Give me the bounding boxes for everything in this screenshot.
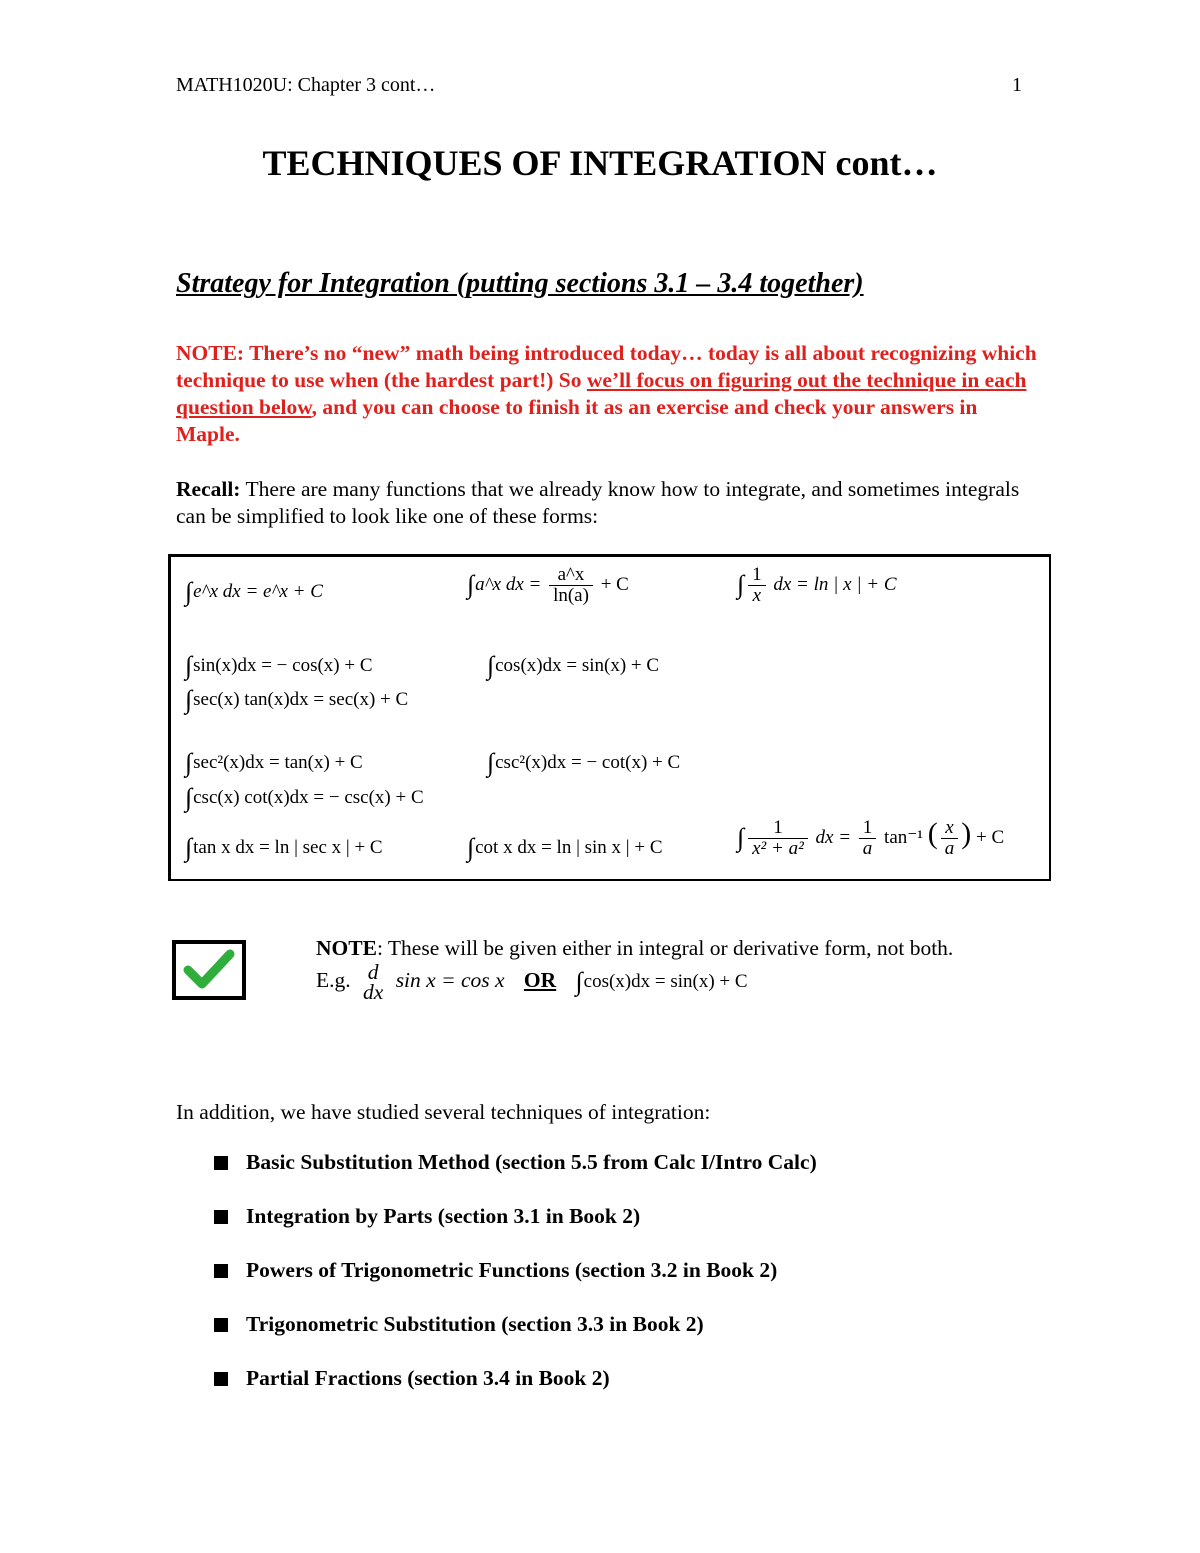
square-bullet-icon bbox=[214, 1318, 228, 1332]
eg-label: E.g. bbox=[316, 967, 351, 992]
techniques-list bbox=[214, 1150, 1064, 1420]
derivative-note bbox=[316, 936, 953, 961]
formula-cos: ∫cos(x)dx = sin(x) + C bbox=[487, 651, 660, 680]
page-number: 1 bbox=[1012, 74, 1022, 96]
recall-text: There are many functions that we already know how to integrate, and sometimes integrals can be simplified to look like one of these forms: bbox=[176, 477, 1020, 528]
formula-exp: ∫e^x dx = e^x + C bbox=[185, 577, 323, 606]
integral-example: ∫cos(x)dx = sin(x) + C bbox=[575, 966, 748, 996]
check-icon bbox=[176, 944, 242, 996]
note2-label: NOTE bbox=[316, 936, 377, 960]
square-bullet-icon bbox=[214, 1264, 228, 1278]
formula-csccot: ∫csc(x) cot(x)dx = − csc(x) + C bbox=[185, 783, 424, 812]
square-bullet-icon bbox=[214, 1210, 228, 1224]
addition-paragraph: In addition, we have studied several techniques of integration: bbox=[176, 1100, 711, 1124]
formula-sectan: ∫sec(x) tan(x)dx = sec(x) + C bbox=[185, 685, 409, 714]
list-item: Powers of Trigonometric Functions (section 3.2 in Book 2) bbox=[214, 1258, 1064, 1312]
example-line: E.g. d dx sin x = cos x OR ∫cos(x)dx = sin(x) + C bbox=[316, 960, 748, 1004]
formula-ax: ∫a^x dx = $\frac{a\^{}x}{\ln(a)}$ + C bbox=[467, 564, 629, 606]
or-label: OR bbox=[523, 967, 557, 992]
note-text-underlined: we’ll focus on figuring out the technique in each question below bbox=[176, 368, 1027, 419]
recall-label: Recall: bbox=[176, 477, 241, 501]
note-text-part1: NOTE: There’s no “new” math being introduced today… today is all about recognizing which technique to use when (the hardest part!) So bbox=[176, 341, 1037, 392]
section-subtitle: Strategy for Integration (putting sections 3.1 – 3.4 together) bbox=[176, 268, 864, 299]
formula-ln: ∫ $\frac{1}{x}$ dx = ln | x | + C bbox=[737, 564, 897, 606]
formula-cot: ∫cot x dx = ln | sin x | + C bbox=[467, 833, 663, 862]
note2-text: : These will be given either in integral or derivative form, not both. bbox=[376, 936, 954, 960]
red-note bbox=[176, 340, 1046, 448]
square-bullet-icon bbox=[214, 1372, 228, 1386]
checkmark-box bbox=[172, 940, 246, 1000]
list-item: Integration by Parts (section 3.1 in Book 2) bbox=[214, 1204, 1064, 1258]
formula-csc2: ∫csc²(x)dx = − cot(x) + C bbox=[487, 748, 681, 777]
page-title: TECHNIQUES OF INTEGRATION cont… bbox=[262, 143, 938, 183]
square-bullet-icon bbox=[214, 1156, 228, 1170]
formula-tan: ∫tan x dx = ln | sec x | + C bbox=[185, 833, 383, 862]
list-item: Partial Fractions (section 3.4 in Book 2) bbox=[214, 1366, 1064, 1420]
formula-sin: ∫sin(x)dx = − cos(x) + C bbox=[185, 651, 373, 680]
list-item: Basic Substitution Method (section 5.5 from Calc I/Intro Calc) bbox=[214, 1150, 1064, 1204]
note-text-part2: , and you can choose to finish it as an exercise and check your answers in Maple. bbox=[176, 395, 978, 446]
header-course: MATH1020U: Chapter 3 cont… bbox=[176, 74, 436, 96]
recall-paragraph bbox=[176, 476, 1046, 530]
derivative-example: sin x = cos x bbox=[395, 967, 505, 992]
list-item: Trigonometric Substitution (section 3.3 in Book 2) bbox=[214, 1312, 1064, 1366]
formula-sec2: ∫sec²(x)dx = tan(x) + C bbox=[185, 748, 363, 777]
formula-box bbox=[168, 554, 1051, 881]
formula-arctan: ∫ $\frac{1}{\text{x² + a²}}$ dx = $\frac{1}{a}$ tan⁻¹ ( $\frac{x}{a}$ ) + C bbox=[737, 817, 1005, 860]
